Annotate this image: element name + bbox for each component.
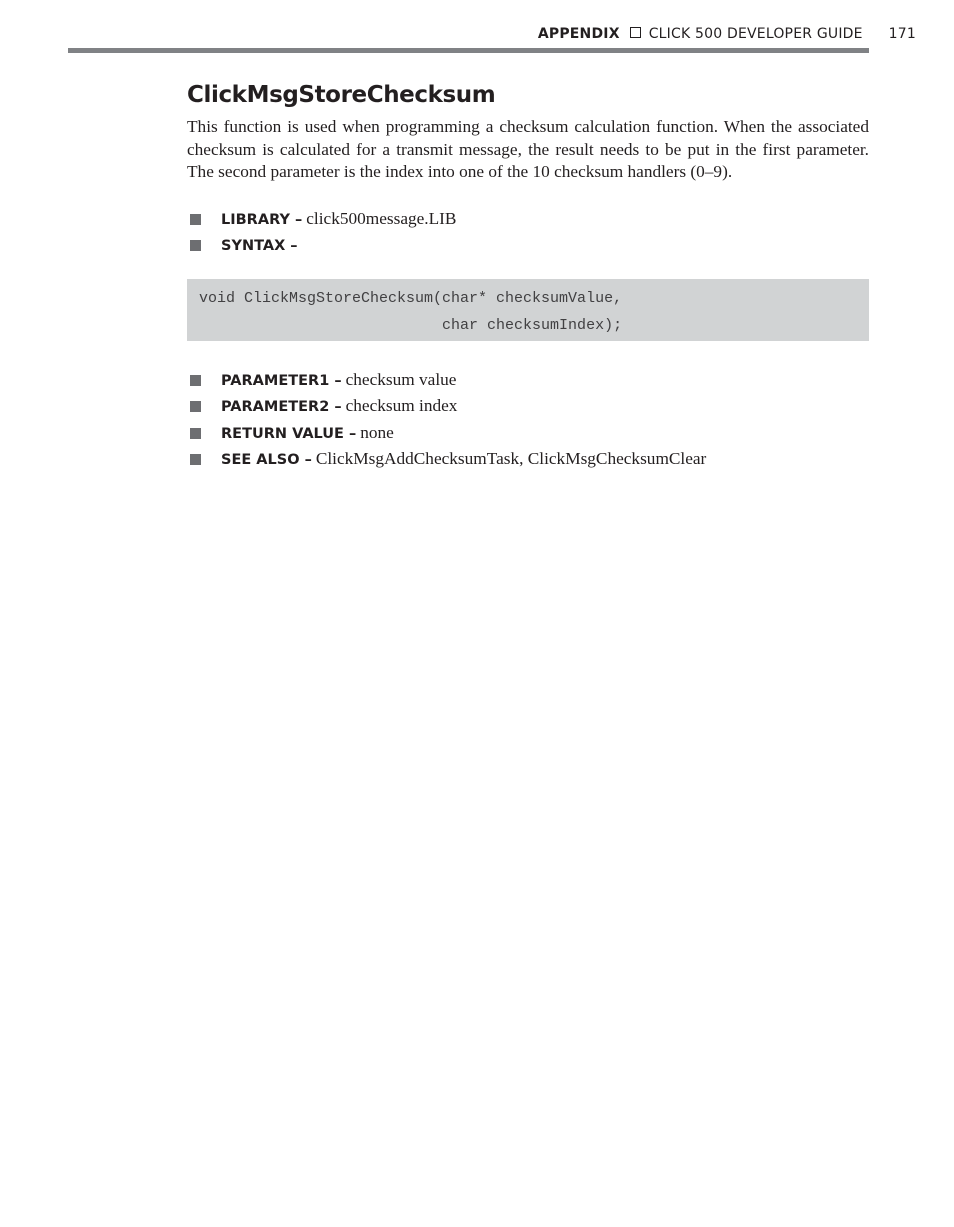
square-bullet-icon — [190, 428, 201, 439]
item-label: RETURN VALUE – — [221, 425, 357, 442]
bottom-info-list — [187, 367, 869, 473]
square-bullet-icon — [190, 375, 201, 386]
page-number: 171 — [888, 26, 916, 42]
list-item-see-also — [187, 446, 869, 473]
list-item-return-value — [187, 420, 869, 447]
list-item-parameter2 — [187, 393, 869, 420]
square-bullet-icon — [190, 454, 201, 465]
item-value: ClickMsgAddChecksumTask, ClickMsgChecksumClear — [315, 449, 707, 468]
list-item-syntax — [187, 232, 869, 259]
list-item-parameter1 — [187, 367, 869, 394]
top-info-list — [187, 206, 869, 259]
item-value: checksum value — [345, 369, 457, 389]
square-bullet-icon — [190, 401, 201, 412]
item-label: LIBRARY – — [221, 211, 303, 228]
header-guide-title: CLICK 500 DEVELOPER GUIDE — [648, 26, 863, 42]
item-value: click500message.LIB — [306, 208, 457, 228]
square-bullet-icon — [190, 240, 201, 251]
code-line: char checksumIndex); — [199, 316, 623, 334]
item-label: SYNTAX – — [221, 238, 298, 254]
code-line: void ClickMsgStoreChecksum(char* checksumValue, — [199, 289, 623, 307]
item-label: PARAMETER2 – — [221, 399, 342, 415]
square-bullet-icon — [190, 214, 201, 225]
item-label: PARAMETER1 – — [221, 372, 342, 389]
item-value: none — [360, 422, 394, 442]
page-content — [187, 82, 869, 473]
code-block — [187, 279, 869, 341]
page-header — [538, 26, 916, 42]
function-description: This function is used when programming a checksum calculation function. When the associated checksum is calculated for a transmit message, the result needs to be put in the first parameter. The second parameter is the index into one of the 10 checksum handlers (0–9). — [187, 117, 869, 181]
list-item-library — [187, 206, 869, 233]
header-separator-box-icon — [630, 27, 641, 38]
item-value: checksum index — [345, 396, 458, 415]
header-section: APPENDIX — [537, 26, 620, 42]
function-title: ClickMsgStoreChecksum — [187, 82, 496, 108]
item-label: SEE ALSO – — [221, 452, 312, 468]
header-rule — [68, 48, 869, 53]
